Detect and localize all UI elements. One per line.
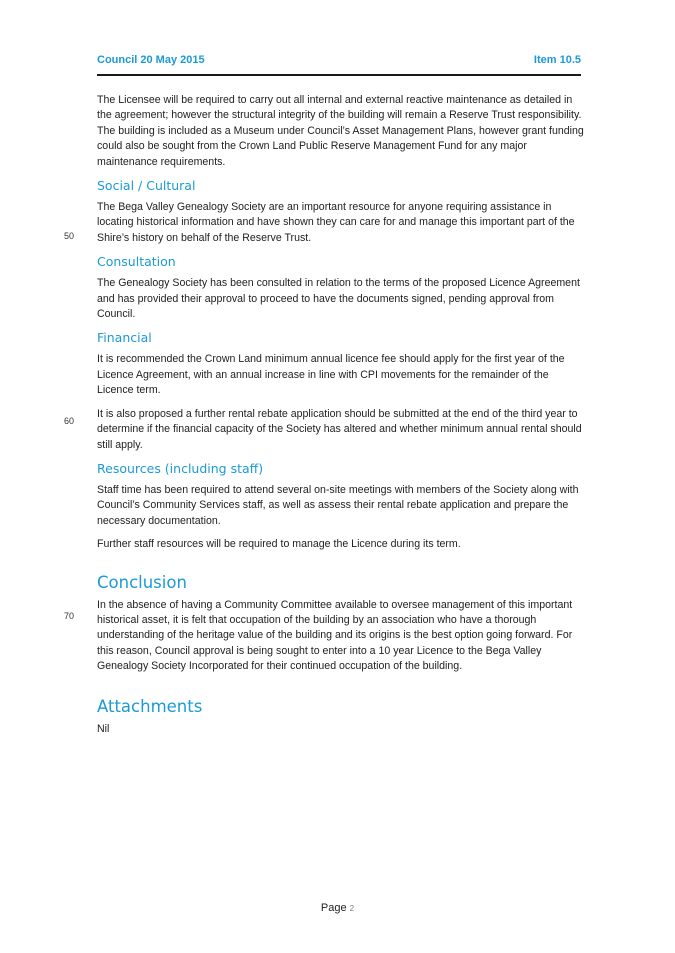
line-number-70: 70 <box>64 611 75 621</box>
paragraph-maintenance: The Licensee will be required to carry out all internal and external reactive maintenance as detailed in the agreement; however the structural integrity of the building will remain a Reserve Trust responsibility. The building is included as a Museum under Council’s Asset Management Plans, however grant funding could also be sought from the Crown Land Public Reserve Management Fund for any major maintenance requirements. <box>97 94 584 168</box>
paragraph-financial-1: It is recommended the Crown Land minimum annual licence fee should apply for the first year of the Licence Agreement, with an annual increase in line with CPI movements for the remainder of the Licence term. <box>97 353 565 397</box>
paragraph-financial-2: It is also proposed a further rental rebate application should be submitted at the end of the third year to determine if the financial capacity of the Society has altered and whether minimum annual rental should still apply. <box>97 407 582 451</box>
heading-consultation: Consultation <box>97 254 176 270</box>
page-footer <box>0 902 675 914</box>
header-item-number: Item 10.5 <box>533 54 581 66</box>
heading-conclusion: Conclusion <box>97 572 187 592</box>
heading-resources: Resources (including staff) <box>97 460 264 476</box>
paragraph-resources-1: Staff time has been required to attend several on-site meetings with members of the Society along with Council’s Community Services staff, as well as assess their rental rebate application and prepare the necessary documentation. <box>97 483 579 527</box>
heading-social-cultural: Social / Cultural <box>97 178 196 194</box>
paragraph-resources-2: Further staff resources will be required to manage the Licence during its term. <box>97 538 461 551</box>
line-number-50: 50 <box>64 231 75 241</box>
paragraph-social: The Bega Valley Genealogy Society are an important resource for anyone requiring assistance in locating historical information and have shown they can care for and manage this important part of the Shire’s history on behalf of the Reserve Trust. <box>97 201 575 244</box>
paragraph-consultation: The Genealogy Society has been consulted in relation to the terms of the proposed Licence Agreement and has provided their approval to proceed to have the documents signed, pending approval from Council. <box>97 277 580 321</box>
heading-attachments: Attachments <box>97 696 203 716</box>
paragraph-conclusion: In the absence of having a Community Committee available to oversee management of this important historical asset, it is felt that occupation of the building by an association who have a thorough understanding of the heritage value of the building and its origins is the best option going forward. For this reason, Council approval is being sought to enter into a 10 year Licence to the Bega Valley Genealogy Society Incorporated for their continued occupation of the building. <box>97 598 573 673</box>
page-label: Page <box>320 902 347 914</box>
header-meeting-date: Council 20 May 2015 <box>97 54 205 66</box>
heading-financial: Financial <box>97 330 152 346</box>
page-number: 2 <box>349 904 355 913</box>
paragraph-attachments: Nil <box>97 722 110 735</box>
line-number-60: 60 <box>64 416 75 426</box>
page-header <box>97 52 581 76</box>
document-body <box>97 93 587 745</box>
